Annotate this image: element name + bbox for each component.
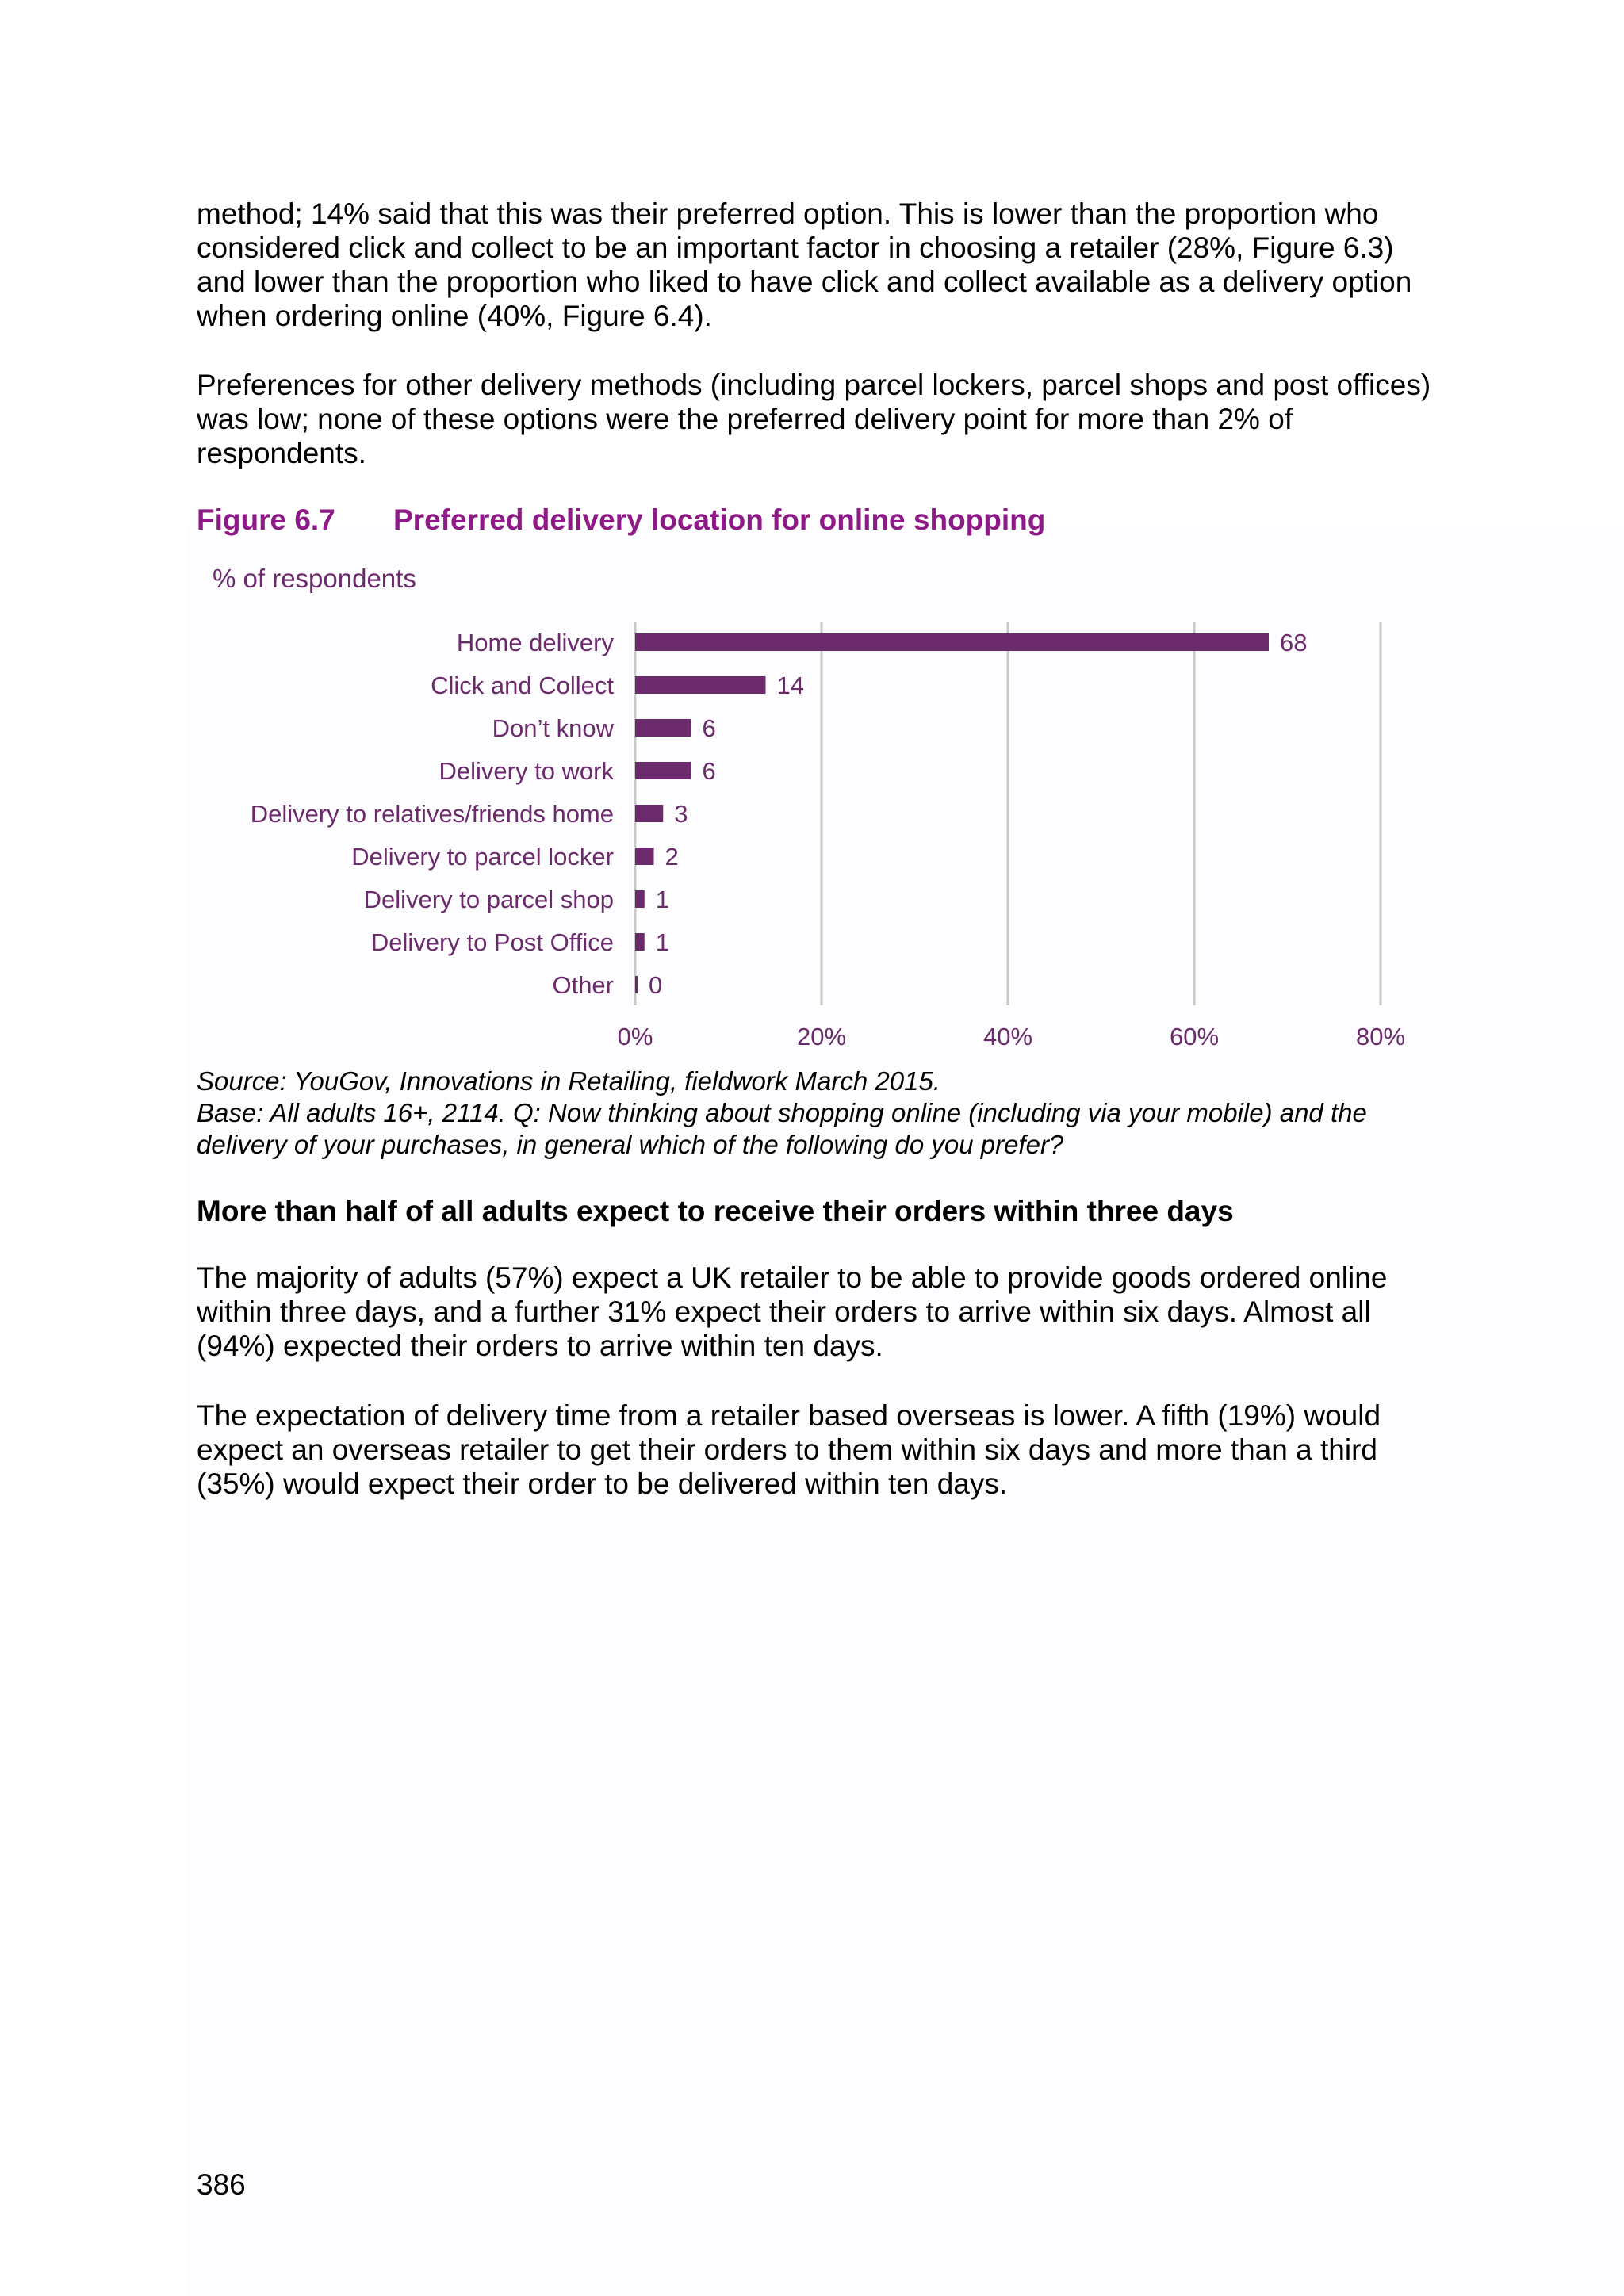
section-heading: More than half of all adults expect to receive their orders within three days <box>197 1195 1234 1227</box>
data-label: 68 <box>1280 629 1308 656</box>
x-tick-label: 80% <box>1355 1023 1406 1050</box>
x-tick-label: 60% <box>1169 1023 1220 1050</box>
chart-unit-label: % of respondents <box>213 564 416 593</box>
category-label: Delivery to Post Office <box>370 928 614 956</box>
data-label: 1 <box>655 928 669 956</box>
figure-number: Figure 6.7 <box>197 503 335 536</box>
figure-caption: Preferred delivery location for online shopping <box>393 503 1046 536</box>
category-label: Home delivery <box>456 629 614 656</box>
data-label: 1 <box>655 886 669 913</box>
body-paragraph: The expectation of delivery time from a retailer based overseas is lower. A fifth (19%) would expect an overseas retailer to get their orders to them within six days and more than a third (35%) would expect their order to be delivered within ten days. <box>197 1399 1381 1500</box>
bar <box>635 976 638 993</box>
x-tick-label: 40% <box>982 1023 1033 1050</box>
page-number: 386 <box>197 2168 246 2201</box>
bar-chart <box>187 603 1472 1062</box>
bar <box>635 633 1269 651</box>
category-label: Other <box>552 971 614 999</box>
bar <box>635 805 663 822</box>
bar <box>635 933 645 951</box>
figure-base-note: Base: All adults 16+, 2114. Q: Now thinking about shopping online (including via your mobile) and the delivery of your purchases, in general which of the following do you prefer? <box>197 1098 1367 1159</box>
data-label: 6 <box>702 757 716 785</box>
data-label: 2 <box>665 843 679 871</box>
bar <box>635 890 645 908</box>
body-paragraph: Preferences for other delivery methods (including parcel lockers, parcel shops and post offices) was low; none of these options were the preferred delivery point for more than 2% of respondents. <box>197 369 1431 469</box>
x-tick-label: 20% <box>796 1023 847 1050</box>
data-label: 3 <box>674 800 688 828</box>
category-label: Delivery to relatives/friends home <box>250 800 614 828</box>
data-label: 14 <box>776 672 804 699</box>
data-label: 6 <box>702 714 716 742</box>
bar <box>635 676 766 694</box>
category-label: Delivery to work <box>439 757 614 785</box>
body-paragraph: method; 14% said that this was their preferred option. This is lower than the proportion who considered click and collect to be an important factor in choosing a retailer (28%, Figure 6.3) and lower than the proportion who liked to have click and collect available as a delivery option when ordering online (40%, Figure 6.4). <box>197 197 1412 332</box>
figure-title <box>197 501 1045 539</box>
category-label: Delivery to parcel shop <box>363 886 614 913</box>
x-tick-label: 0% <box>617 1023 653 1050</box>
data-label: 0 <box>649 971 663 999</box>
figure-source: Source: YouGov, Innovations in Retailing, fieldwork March 2015. <box>197 1066 940 1096</box>
category-label: Don’t know <box>492 714 614 742</box>
bar <box>635 719 691 737</box>
bar <box>635 848 654 865</box>
category-label: Click and Collect <box>431 672 614 699</box>
body-paragraph: The majority of adults (57%) expect a UK retailer to be able to provide goods ordered online within three days, and a further 31% expect their orders to arrive within six days. Almost all (94%) expected their orders to arrive within ten days. <box>197 1261 1388 1362</box>
bar <box>635 762 691 779</box>
category-label: Delivery to parcel locker <box>351 843 614 871</box>
